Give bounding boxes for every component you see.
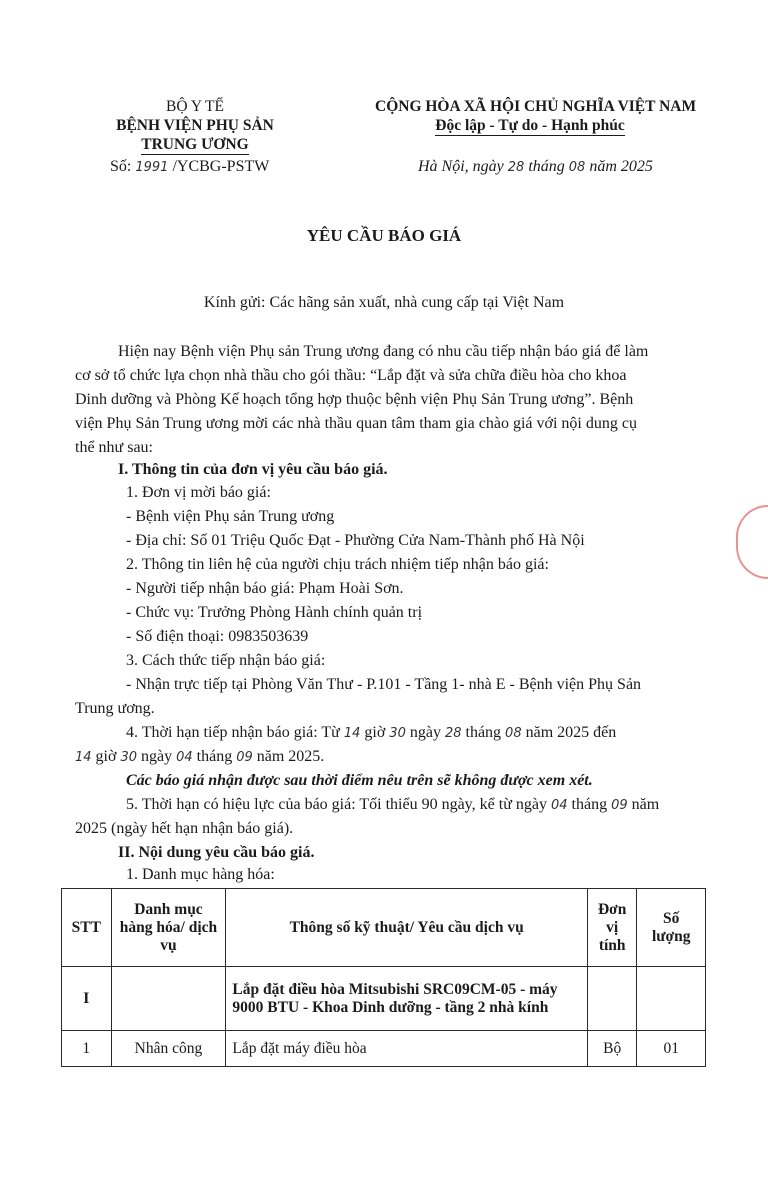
- header-unit: Đơn vị tính: [587, 889, 637, 967]
- deadline-text: 4. Thời hạn tiếp nhận báo giá: Từ: [126, 724, 340, 741]
- deadline-end-minute-handwritten: 30: [120, 750, 137, 765]
- header-qty: Số lượng: [637, 889, 706, 967]
- cell-spec: Lắp đặt điều hòa Mitsubishi SRC09CM-05 - máy 9000 BTU - Khoa Dinh dưỡng - tầng 2 nhà kính: [226, 967, 588, 1031]
- document-number: [110, 158, 269, 176]
- validity-day-handwritten: 04: [550, 798, 568, 813]
- deadline-text: giờ: [95, 748, 117, 765]
- section1-item: - Số điện thoại: 0983503639: [126, 628, 309, 645]
- section1-item: - Nhận trực tiếp tại Phòng Văn Thư - P.101 - Tầng 1- nhà E - Bệnh viện Phụ Sản: [126, 676, 642, 693]
- cell-name: [111, 967, 226, 1031]
- cell-stt: I: [62, 967, 112, 1031]
- date-month: 08: [568, 160, 586, 175]
- date-day: 28: [507, 160, 525, 175]
- validity-month-handwritten: 09: [611, 798, 628, 813]
- table-row: [62, 967, 706, 1031]
- goods-table: [61, 888, 706, 1067]
- deadline-line-1: [126, 724, 616, 742]
- validity-text: tháng: [571, 796, 608, 813]
- section1-item: 2. Thông tin liên hệ của người chịu trách nhiệm tiếp nhận báo giá:: [126, 556, 549, 573]
- date-year: năm 2025: [589, 158, 653, 175]
- recipient-line: Kính gửi: Các hãng sản xuất, nhà cung cấp tại Việt Nam: [203, 294, 565, 311]
- validity-text: 5. Thời hạn có hiệu lực của báo giá: Tối thiểu 90 ngày, kể từ ngày: [126, 796, 547, 813]
- table-header-row: [62, 889, 706, 967]
- header-spec: Thông số kỹ thuật/ Yêu cầu dịch vụ: [226, 889, 588, 967]
- cell-name: Nhân công: [111, 1031, 226, 1067]
- date-month-label: tháng: [528, 158, 565, 175]
- section1-item: Trung ương.: [75, 700, 155, 717]
- hospital-name-line1: BỆNH VIỆN PHỤ SẢN: [116, 117, 274, 134]
- cell-spec: Lắp đặt máy điều hòa: [226, 1031, 588, 1067]
- deadline-end-hour-handwritten: 14: [75, 750, 92, 765]
- deadline-end-month-handwritten: 09: [236, 750, 253, 765]
- stamp-fragment: [736, 505, 768, 579]
- deadline-text: tháng: [465, 724, 502, 741]
- deadline-text: ngày: [409, 724, 441, 741]
- intro-line-1: Hiện nay Bệnh viện Phụ sản Trung ương đang có nhu cầu tiếp nhận báo giá để làm: [118, 343, 649, 360]
- deadline-text: năm 2025.: [256, 748, 325, 765]
- header-left: [95, 97, 295, 155]
- deadline-end-day-handwritten: 04: [176, 750, 193, 765]
- header-right: [375, 97, 697, 136]
- validity-line-2: 2025 (ngày hết hạn nhận báo giá).: [75, 820, 294, 837]
- deadline-text: tháng: [196, 748, 233, 765]
- deadline-text: năm 2025 đến: [525, 724, 617, 741]
- deadline-day-handwritten: 28: [444, 726, 462, 741]
- cell-unit: [587, 967, 637, 1031]
- section1-item: 1. Đơn vị mời báo giá:: [126, 484, 271, 501]
- header-name: Danh mục hàng hóa/ dịch vụ: [111, 889, 226, 967]
- section1-item: - Địa chỉ: Số 01 Triệu Quốc Đạt - Phường Cửa Nam-Thành phố Hà Nội: [126, 532, 585, 549]
- section1-item: 3. Cách thức tiếp nhận báo giá:: [126, 652, 326, 669]
- deadline-month-handwritten: 08: [505, 726, 522, 741]
- header-stt: STT: [62, 889, 112, 967]
- section1-item: - Chức vụ: Trưởng Phòng Hành chính quản trị: [126, 604, 423, 621]
- section1-heading: I. Thông tin của đơn vị yêu cầu báo giá.: [118, 461, 388, 478]
- intro-line-3: Dinh dưỡng và Phòng Kế hoạch tổng hợp thuộc bệnh viện Phụ Sản Trung ương”. Bệnh: [75, 391, 634, 408]
- deadline-hour-handwritten: 14: [343, 726, 361, 741]
- cell-qty: 01: [637, 1031, 706, 1067]
- motto: Độc lập - Tự do - Hạnh phúc: [435, 117, 625, 134]
- number-prefix: Số:: [110, 158, 132, 175]
- issue-date: [418, 158, 653, 176]
- cell-unit: Bộ: [587, 1031, 637, 1067]
- number-handwritten: 1991: [135, 160, 169, 175]
- intro-line-2: cơ sở tổ chức lựa chọn nhà thầu cho gói thầu: “Lắp đặt và sửa chữa điều hòa cho khoa: [75, 367, 627, 384]
- validity-line-1: [126, 796, 659, 814]
- section1-item: - Người tiếp nhận báo giá: Phạm Hoài Sơn.: [126, 580, 404, 597]
- cell-qty: [637, 967, 706, 1031]
- ministry-name: BỘ Y TẾ: [166, 98, 224, 115]
- cell-stt: 1: [62, 1031, 112, 1067]
- deadline-line-2: [75, 748, 324, 766]
- intro-line-5: thể như sau:: [75, 439, 153, 456]
- document-title: YÊU CẦU BÁO GIÁ: [306, 226, 462, 245]
- deadline-text: giờ: [364, 724, 386, 741]
- section2-subheading: 1. Danh mục hàng hóa:: [126, 866, 275, 883]
- number-suffix: /YCBG-PSTW: [172, 158, 270, 175]
- late-notice: Các báo giá nhận được sau thời điểm nêu trên sẽ không được xem xét.: [126, 772, 593, 789]
- country-name: CỘNG HÒA XÃ HỘI CHỦ NGHĨA VIỆT NAM: [375, 98, 697, 115]
- hospital-name-line2: TRUNG ƯƠNG: [141, 136, 249, 153]
- table-row: [62, 1031, 706, 1067]
- deadline-minute-handwritten: 30: [389, 726, 406, 741]
- deadline-text: ngày: [141, 748, 173, 765]
- date-prefix: Hà Nội, ngày: [418, 158, 504, 175]
- intro-line-4: viện Phụ Sản Trung ương mời các nhà thầu quan tâm tham gia chào giá với nội dung cụ: [75, 415, 637, 432]
- section2-heading: II. Nội dung yêu cầu báo giá.: [118, 844, 315, 861]
- section1-item: - Bệnh viện Phụ sản Trung ương: [126, 508, 335, 525]
- validity-text: năm: [631, 796, 660, 813]
